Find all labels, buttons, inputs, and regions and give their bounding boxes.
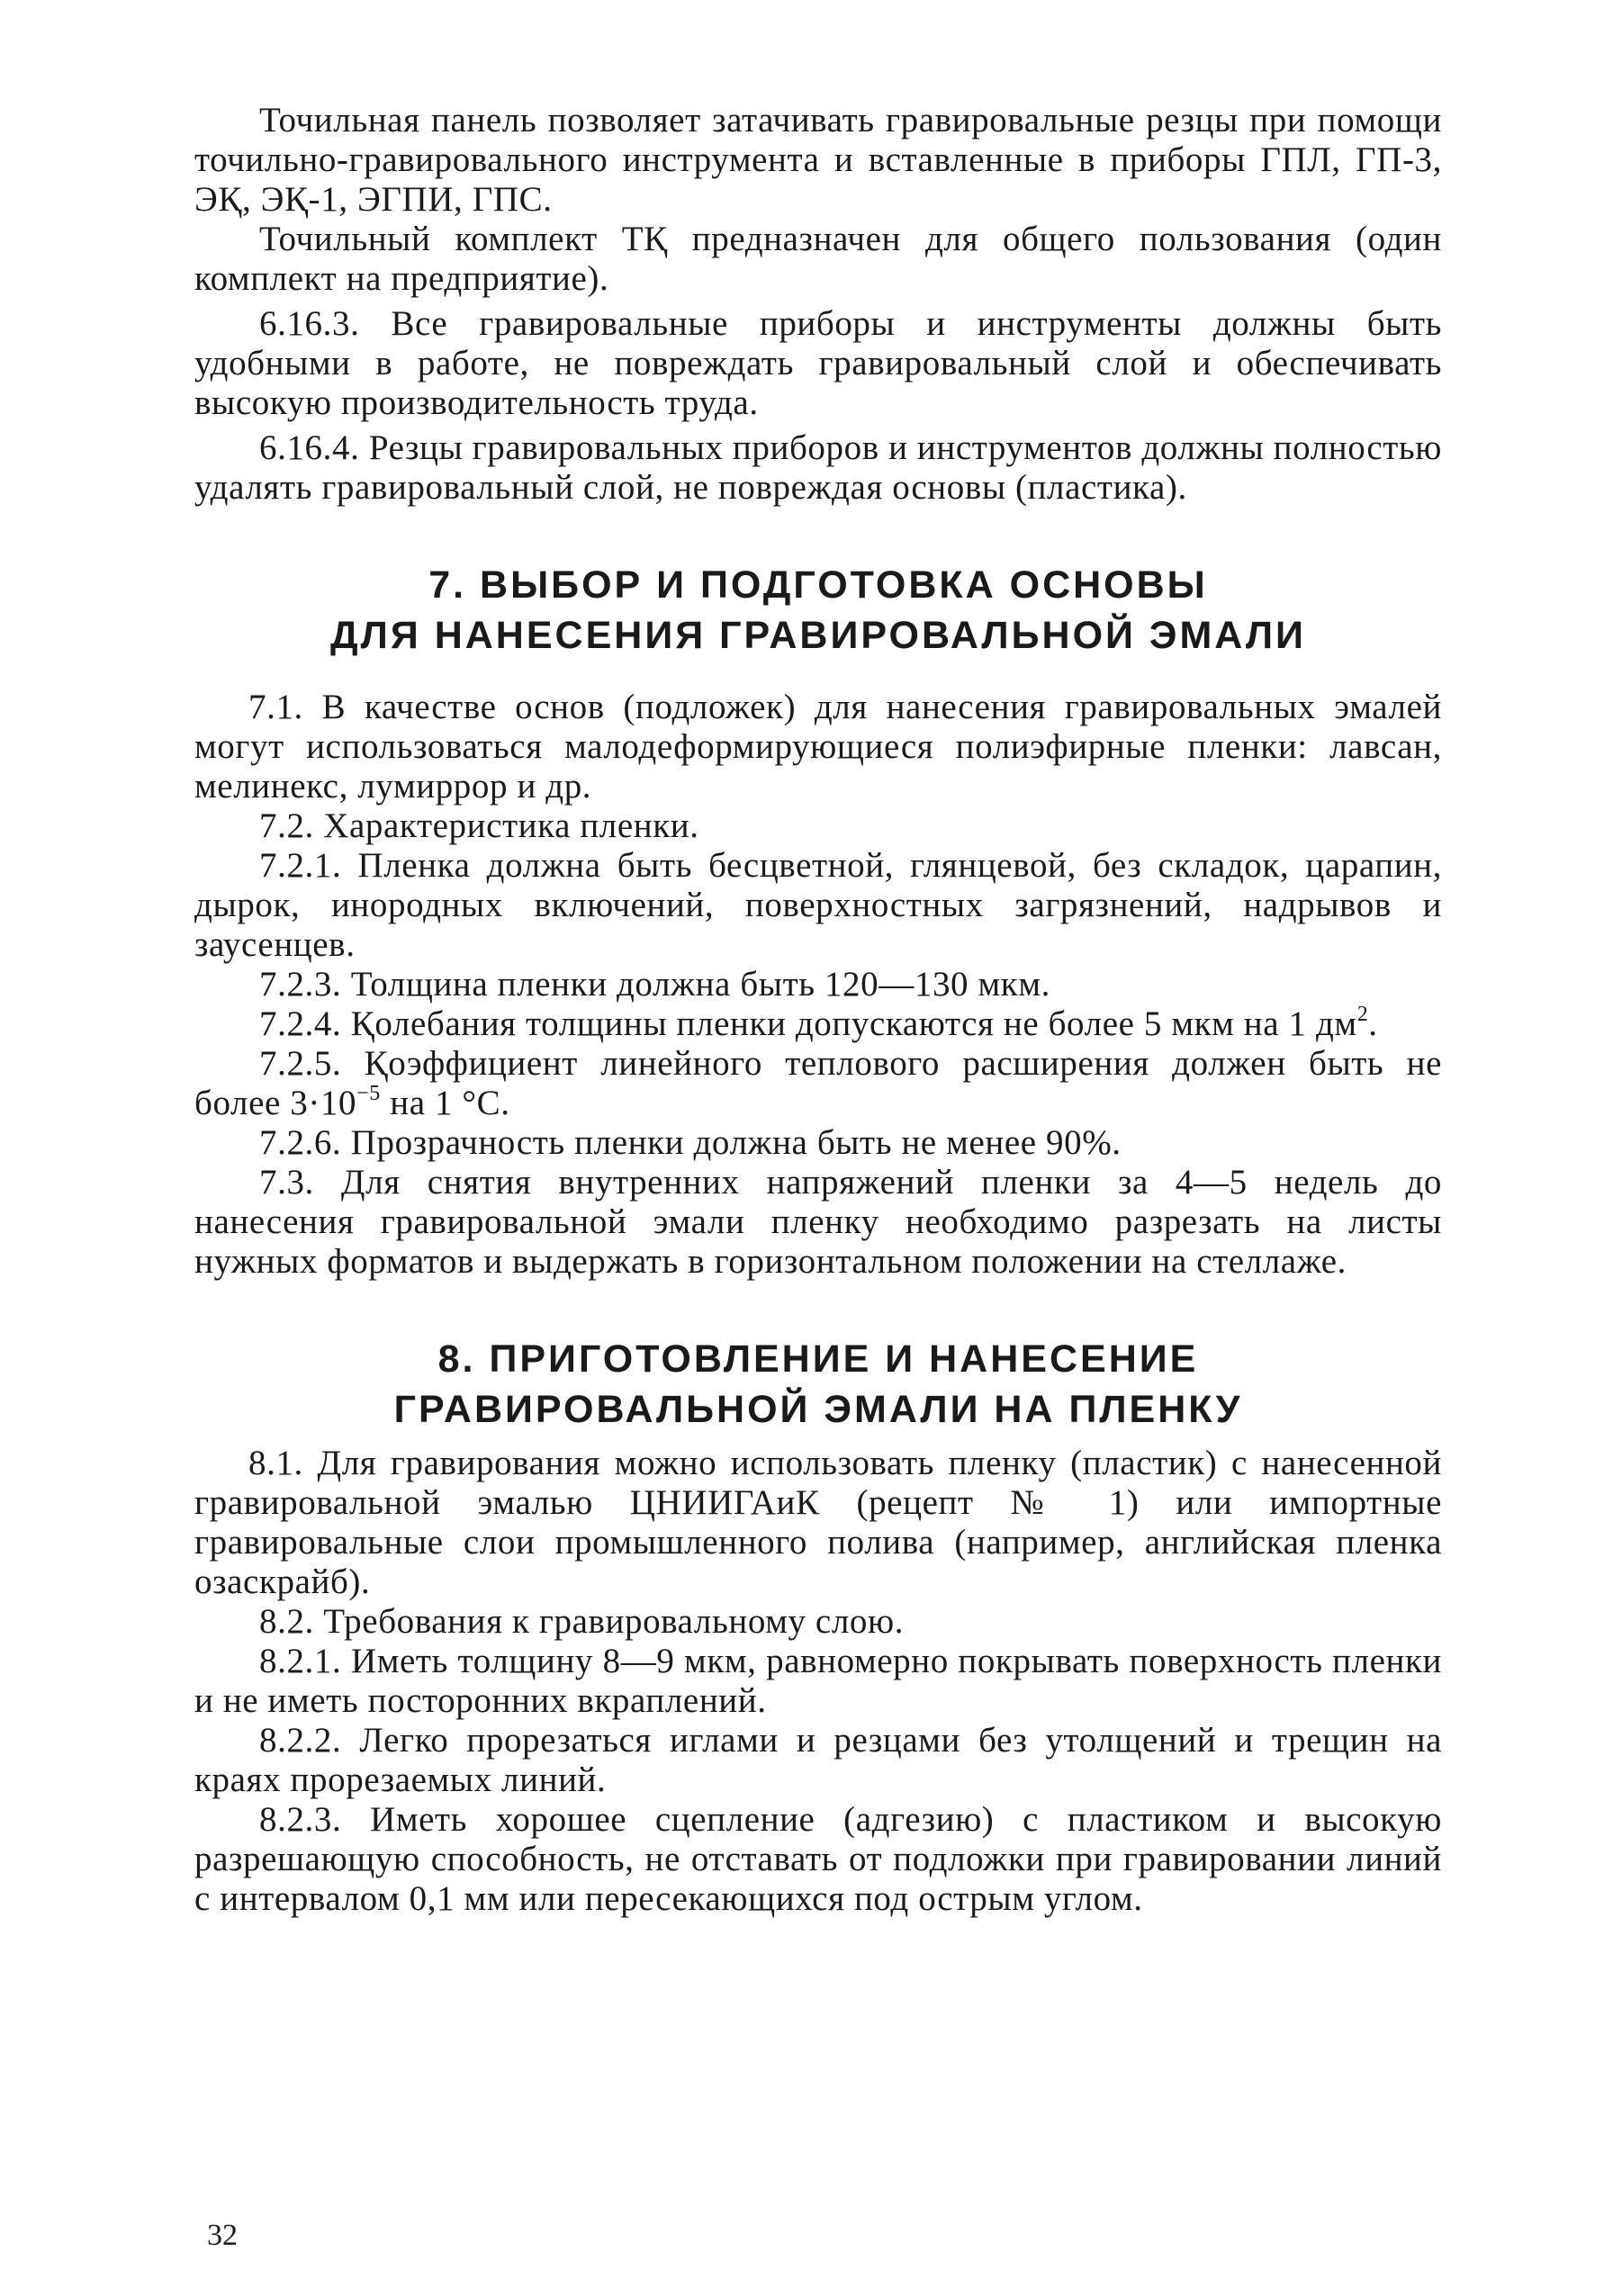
paragraph-7-2-5 [194, 1044, 1442, 1123]
paragraph-7-2-3: 7.2.3. Толщина пленки должна быть 120—130 мкм. [259, 965, 1050, 1004]
paragraph-7-1: 7.1. В качестве основ (подложек) для нанесения гравировальных эмалей могут использоваться малодеформирующиеся полиэфирные пленки: лавсан, мелинекс, лумиррор и др. [194, 688, 1442, 806]
document-page [194, 101, 1442, 1919]
section-7-heading-line-1: 7. ВЫБОР И ПОДГОТОВКА ОСНОВЫ [428, 563, 1208, 607]
paragraph-7-2-4-end: . [1368, 1004, 1378, 1043]
section-7-heading-line-2: ДЛЯ НАНЕСЕНИЯ ГРАВИРОВАЛЬНОЙ ЭМАЛИ [330, 614, 1306, 657]
paragraph-8-2-3: 8.2.3. Иметь хорошее сцепление (адгезию) с пластиком и высокую разрешающую способность, не отставать от подложки при гравировании линий с интервалом 0,1 мм или пересекающихся под острым углом. [194, 1800, 1442, 1918]
paragraph-7-2-4-superscript: 2 [1356, 1003, 1369, 1026]
intro-paragraph-sharpening-kit: Точильный комплект ТҚ предназначен для общего пользования (один комплект на предприятие). [194, 220, 1442, 298]
paragraph-6-16-3: 6.16.3. Все гравировальные приборы и инструменты должны быть удобными в работе, не повреждать гравировальный слой и обеспечивать высокую производительность труда. [194, 304, 1442, 422]
paragraph-6-16-4: 6.16.4. Резцы гравировальных приборов и инструментов должны полностью удалять гравировальный слой, не повреждая основы (пластика). [194, 428, 1442, 507]
section-7-heading [194, 560, 1442, 661]
paragraph-7-2-5-text: 7.2.5. Қоэффициент линейного теплового расширения должен быть не более 3·10 [194, 1044, 1442, 1122]
section-8-heading [194, 1334, 1442, 1435]
paragraph-8-2: 8.2. Требования к гравировальному слою. [259, 1602, 905, 1641]
paragraph-7-2-4 [194, 1004, 1442, 1044]
page-number: 32 [207, 2219, 238, 2252]
paragraph-7-3: 7.3. Для снятия внутренних напряжений пленки за 4—5 недель до нанесения гравировальной эмали пленку необходимо разрезать на листы нужных форматов и выдержать в горизонтальном положении на стеллаже. [194, 1163, 1442, 1281]
paragraph-8-2-1: 8.2.1. Иметь толщину 8—9 мкм, равномерно покрывать поверхность пленки и не иметь посторонних вкраплений. [194, 1642, 1442, 1720]
paragraph-7-2-4-text: 7.2.4. Қолебания толщины пленки допускаются не более 5 мкм на 1 дм [259, 1004, 1357, 1043]
paragraph-7-2-5-superscript: −5 [356, 1082, 381, 1105]
intro-paragraph-sharpening-panel: Точильная панель позволяет затачивать гравировальные резцы при помощи точильно-гравировального инструмента и вставленные в приборы ГПЛ, ГП-3, ЭҚ, ЭҚ-1, ЭГПИ, ГПС. [194, 101, 1442, 219]
paragraph-8-2-2: 8.2.2. Легко прорезаться иглами и резцами без утолщений и трещин на краях прорезаемых линий. [194, 1721, 1442, 1799]
paragraph-7-2-6: 7.2.6. Прозрачность пленки должна быть не менее 90%. [259, 1123, 1122, 1162]
section-8-heading-line-2: ГРАВИРОВАЛЬНОЙ ЭМАЛИ НА ПЛЕНКУ [393, 1388, 1243, 1431]
paragraph-7-2-5-end: на 1 °С. [380, 1084, 510, 1122]
paragraph-8-1: 8.1. Для гравирования можно использовать пленку (пластик) с нанесенной гравировальной эмалью ЦНИИГАиК (рецепт № 1) или импортные гравировальные слои промышленного полива (например, английская пленка озаскрайб). [194, 1444, 1442, 1601]
paragraph-7-2: 7.2. Характеристика пленки. [259, 806, 699, 845]
paragraph-7-2-1: 7.2.1. Пленка должна быть бесцветной, глянцевой, без складок, царапин, дырок, инородных включений, поверхностных загрязнений, надрывов и заусенцев. [194, 846, 1442, 964]
section-8-heading-line-1: 8. ПРИГОТОВЛЕНИЕ И НАНЕСЕНИЕ [437, 1337, 1199, 1381]
